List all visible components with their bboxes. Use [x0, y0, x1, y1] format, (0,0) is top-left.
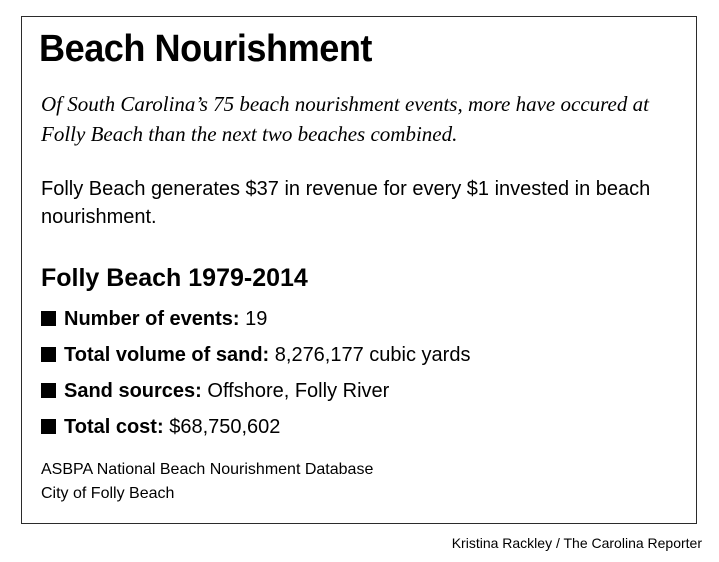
fact-label: Number of events: — [64, 308, 240, 330]
fact-total-cost — [41, 409, 470, 439]
fact-value: $68,750,602 — [163, 416, 281, 438]
square-bullet-icon — [41, 347, 56, 362]
info-box — [21, 16, 697, 524]
source-line: City of Folly Beach — [41, 485, 175, 502]
source-line: ASBPA National Beach Nourishment Database — [41, 461, 374, 478]
fact-label: Total cost: — [64, 416, 164, 438]
fact-value: Offshore, Folly River — [201, 380, 390, 402]
fact-label: Total volume of sand: — [64, 344, 270, 366]
section-heading: Folly Beach 1979-2014 — [41, 264, 308, 292]
fact-sand-sources — [41, 373, 470, 409]
square-bullet-icon — [41, 383, 56, 398]
source-list — [41, 458, 373, 506]
author-credit: Kristina Rackley / The Carolina Reporter — [451, 535, 702, 551]
fact-list — [41, 301, 470, 439]
fact-number-of-events — [41, 301, 470, 337]
revenue-statement: Folly Beach generates $37 in revenue for every $1 invested in beach nourishment. — [41, 178, 651, 228]
fact-label: Sand sources: — [64, 380, 202, 402]
intro-statement: Of South Carolina’s 75 beach nourishment events, more have occured at Folly Beach than the next two beaches combined. — [41, 92, 649, 146]
square-bullet-icon — [41, 419, 56, 434]
fact-total-volume-of-sand — [41, 337, 470, 373]
page-title: Beach Nourishment — [39, 28, 372, 70]
square-bullet-icon — [41, 311, 56, 326]
fact-value: 8,276,177 cubic yards — [269, 344, 471, 366]
fact-value: 19 — [239, 308, 268, 330]
